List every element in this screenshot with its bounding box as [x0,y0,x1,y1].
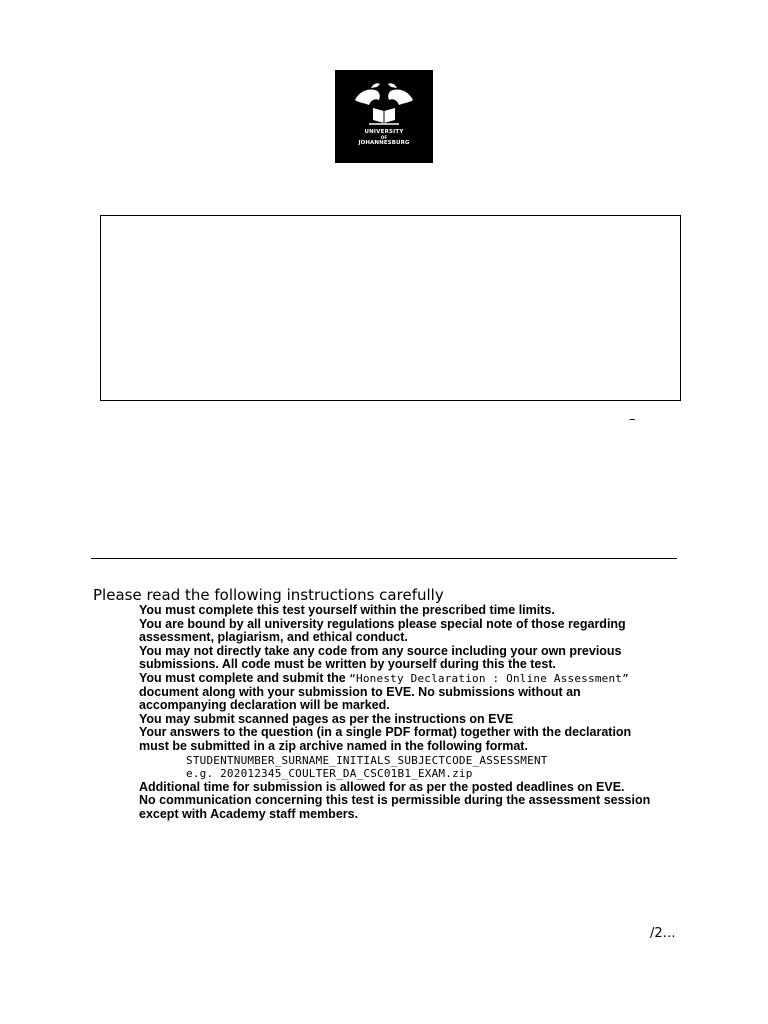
page-continuation: /2… [650,926,676,941]
instruction-line: You may not directly take any code from any source including your own previous [139,643,622,658]
instruction-line: Your answers to the question (in a single PDF format) together with the declaration [139,725,632,740]
instruction-line: must be submitted in a zip archive named in the following format. [139,738,528,753]
filename-format: STUDENTNUMBER_SURNAME_INITIALS_SUBJECTCODE_ASSESSMENT [186,753,548,767]
declaration-title: “Honesty Declaration : Online Assessment” [349,671,629,685]
dash-mark: – [629,412,636,427]
instruction-line: You may submit scanned pages as per the instructions on EVE [139,711,514,726]
instruction-line: You are bound by all university regulations please special note of those regarding [139,616,626,631]
instruction-line: submissions. All code must be written by yourself during this the test. [139,657,556,672]
instruction-line: Additional time for submission is allowed for as per the posted deadlines on EVE. [139,779,625,794]
logo-university-text: UNIVERSITY [364,129,404,135]
instructions-list [139,604,699,822]
logo-of-text: OF [380,135,388,140]
instruction-line: No communication concerning this test is permissible during the assessment session [139,793,651,808]
instruction-line: document along with your submission to EVE. No submissions without an [139,684,581,699]
instruction-line: accompanying declaration will be marked. [139,698,390,713]
details-box [100,215,681,401]
crest-icon [349,78,419,128]
logo-johannesburg-text: JOHANNESBURG [358,140,410,146]
instruction-line: except with Academy staff members. [139,806,359,821]
instruction-line: You must complete this test yourself within the prescribed time limits. [139,603,555,617]
university-logo [335,70,433,163]
instruction-line: assessment, plagiarism, and ethical conduct. [139,630,408,645]
instruction-line [139,672,699,686]
horizontal-rule [91,558,677,559]
filename-example: e.g. 202012345_COULTER_DA_CSC01B1_EXAM.zip [186,767,473,781]
instructions-heading: Please read the following instructions carefully [93,586,444,604]
instruction-text: You must complete and submit the [139,670,346,685]
